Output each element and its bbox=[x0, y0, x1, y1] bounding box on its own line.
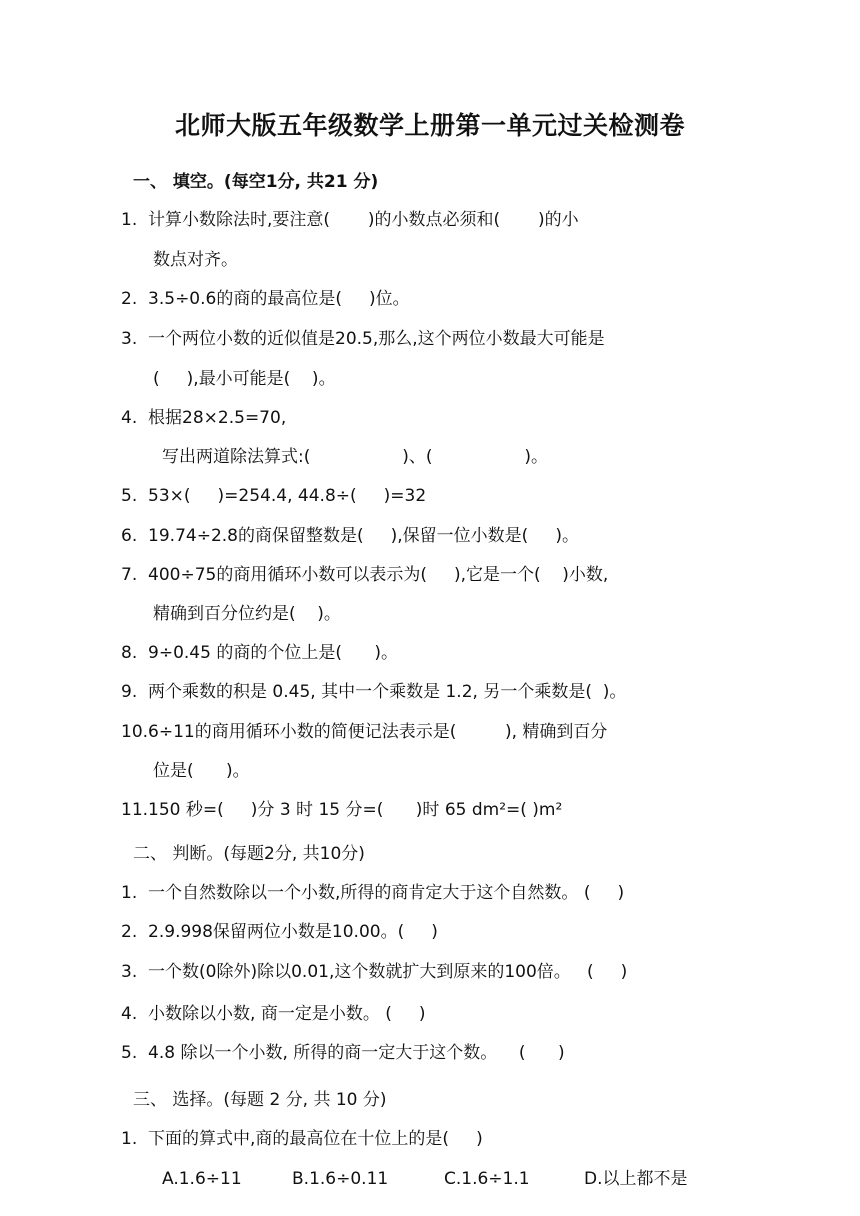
option-a: A.1.6÷11 bbox=[162, 1169, 242, 1189]
question-line: 1. 下面的算式中,商的最高位在十位上的是( ) bbox=[121, 1129, 483, 1149]
question-line: 3. 一个数(0除外)除以0.01,这个数就扩大到原来的100倍。 ( ) bbox=[121, 962, 628, 982]
question-line: 9. 两个乘数的积是 0.45, 其中一个乘数是 1.2, 另一个乘数是( )。 bbox=[121, 682, 627, 702]
question-line: 2. 3.5÷0.6的商的最高位是( )位。 bbox=[121, 289, 410, 309]
section-3-heading: 三、 选择。(每题 2 分, 共 10 分) bbox=[133, 1090, 387, 1110]
question-line: 精确到百分位约是( )。 bbox=[153, 604, 341, 624]
question-line: 6. 19.74÷2.8的商保留整数是( ),保留一位小数是( )。 bbox=[121, 526, 579, 546]
question-line: 5. 53×( )=254.4, 44.8÷( )=32 bbox=[121, 486, 427, 506]
question-line: 3. 一个两位小数的近似值是20.5,那么,这个两位小数最大可能是 bbox=[121, 329, 605, 349]
question-line: 写出两道除法算式:( )、( )。 bbox=[162, 447, 548, 467]
question-line: 5. 4.8 除以一个小数, 所得的商一定大于这个数。 ( ) bbox=[121, 1043, 565, 1063]
question-line: 4. 根据28×2.5=70, bbox=[121, 408, 287, 428]
section-1-heading: 一、 填空。(每空1分, 共21 分) bbox=[133, 172, 379, 192]
question-line: 8. 9÷0.45 的商的个位上是( )。 bbox=[121, 643, 399, 663]
question-line: 11.150 秒=( )分 3 时 15 分=( )时 65 dm²=( )m² bbox=[121, 800, 563, 820]
question-line: 7. 400÷75的商用循环小数可以表示为( ),它是一个( )小数, bbox=[121, 565, 609, 585]
section-2-heading: 二、 判断。(每题2分, 共10分) bbox=[133, 844, 365, 864]
question-line: 数点对齐。 bbox=[153, 250, 238, 270]
question-line: 2. 2.9.998保留两位小数是10.00。( ) bbox=[121, 922, 438, 942]
question-line: 4. 小数除以小数, 商一定是小数。 ( ) bbox=[121, 1004, 426, 1024]
option-d: D.以上都不是 bbox=[584, 1169, 688, 1189]
question-line: 1. 一个自然数除以一个小数,所得的商肯定大于这个自然数。 ( ) bbox=[121, 883, 625, 903]
option-c: C.1.6÷1.1 bbox=[444, 1169, 530, 1189]
question-line: 10.6÷11的商用循环小数的简便记法表示是( ), 精确到百分 bbox=[121, 722, 608, 742]
option-b: B.1.6÷0.11 bbox=[292, 1169, 389, 1189]
document-title: 北师大版五年级数学上册第一单元过关检测卷 bbox=[174, 111, 685, 140]
question-line: ( ),最小可能是( )。 bbox=[153, 369, 336, 389]
question-line: 位是( )。 bbox=[153, 761, 250, 781]
question-line: 1. 计算小数除法时,要注意( )的小数点必须和( )的小 bbox=[121, 210, 579, 230]
